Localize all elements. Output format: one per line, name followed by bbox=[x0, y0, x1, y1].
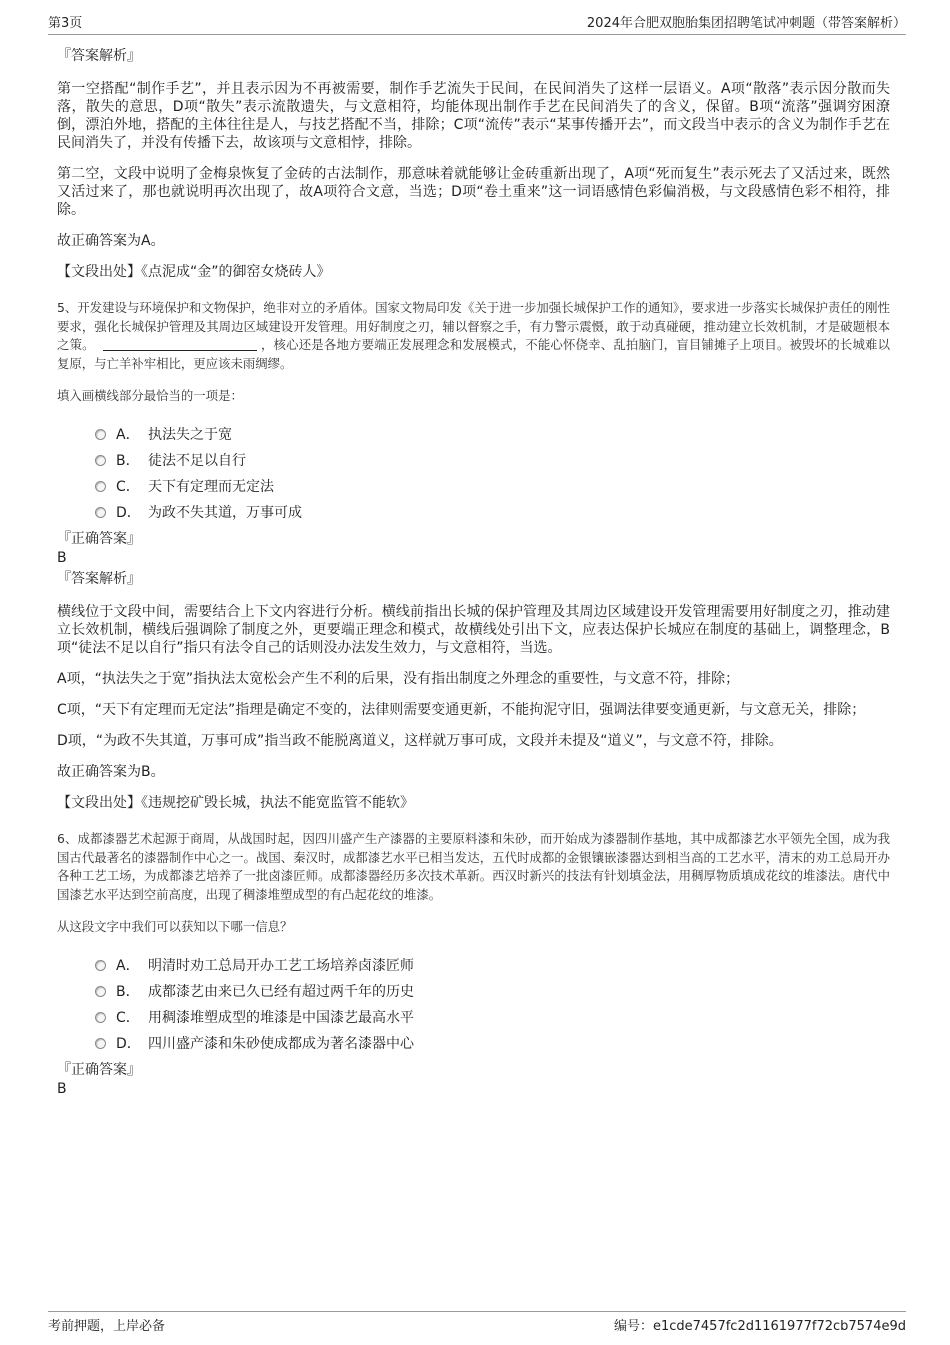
q6-prompt: 从这段文字中我们可以获知以下哪一信息？ bbox=[57, 919, 293, 934]
option-text: 成都漆艺由来已久已经有超过两千年的历史 bbox=[148, 984, 414, 1000]
radio-icon[interactable] bbox=[95, 455, 106, 466]
q6-option-d[interactable] bbox=[95, 1030, 890, 1056]
option-letter: B． bbox=[116, 453, 140, 469]
radio-icon[interactable] bbox=[95, 960, 106, 971]
radio-icon[interactable] bbox=[95, 481, 106, 492]
q5-answer-blank bbox=[103, 337, 257, 351]
footer-code bbox=[614, 1315, 906, 1334]
option-text: 为政不失其道，万事可成 bbox=[148, 505, 302, 521]
q4-analysis-label: 『答案解析』 bbox=[57, 48, 141, 64]
option-text: 四川盛产漆和朱砂使成都成为著名漆器中心 bbox=[148, 1036, 414, 1052]
option-text: 天下有定理而无定法 bbox=[148, 479, 274, 495]
page-content bbox=[57, 46, 890, 1100]
q4-analysis-paragraph: 第二空，文段中说明了金梅泉恢复了金砖的古法制作，那意味着就能够让金砖重新出现了，A项“死而复生”表示死去了又活过来，既然又活过来了，那也就说明再次出现了，故A项符合文意，当选；D项“卷土重来”这一词语感情色彩偏消极，与文段感情色彩不相符，排除。 bbox=[57, 166, 890, 218]
option-letter: C． bbox=[116, 1010, 140, 1026]
q5-option-c[interactable] bbox=[95, 473, 890, 499]
q5-analysis-paragraph: A项，“执法失之于宽”指执法太宽松会产生不利的后果，没有指出制度之外理念的重要性，与文意不符，排除； bbox=[57, 671, 740, 687]
q5-analysis-paragraph: 横线位于文段中间，需要结合上下文内容进行分析。横线前指出长城的保护管理及其周边区域建设开发管理需要用好制度之刃，推动建立长效机制，横线后强调除了制度之外，更要端正理念和模式，故横线处引出下文，应表达保护长城应在制度的基础上，调整理念，B项“徒法不足以自行”指只有法令自己的话则没办法发生效力，与文意相符，当选。 bbox=[57, 604, 890, 656]
q6-question bbox=[57, 830, 890, 904]
q5-analysis-paragraph: C项，“天下有定理而无定法”指理是确定不变的，法律则需要变通更新，不能拘泥守旧，强调法律要变通更新，与文意无关，排除； bbox=[57, 702, 866, 718]
q6-text: 成都漆器艺术起源于商周，从战国时起，因四川盛产生产漆器的主要原料漆和朱砂，而开始成为漆器制作基地，其中成都漆艺水平领先全国，成为我国古代最著名的漆器制作中心之一。战国、秦汉时，成都漆艺水平已相当发达，五代时成都的金银镶嵌漆器达到相当高的工艺水平，清末的劝工总局开办各种工艺工场，为成都漆艺培养了一批卤漆匠师。成都漆器经历多次技术革新。西汉时新兴的技法有针划填金法，用稠厚物质填成花纹的堆漆法。唐代中国漆艺水平达到空前高度，出现了稠漆堆塑成型的有凸起花纹的堆漆。 bbox=[57, 831, 890, 902]
q5-option-a[interactable] bbox=[95, 421, 890, 447]
q5-number: 5、 bbox=[57, 300, 78, 315]
q5-text-before: 开发建设与环境保护和文物保护，绝非对立的矛盾体。国家文物局印发《关于进一步加强长城保护工作的通知》，要求进一步落实长城保护责任的刚性要求，强化长城保护管理及其周边区域建设开发管理。用好制度之刃，辅以督察之手，有力警示震慑，敢于动真碰硬，推动建立长效机制，才是破题根本之策。 bbox=[57, 300, 890, 352]
page-header bbox=[48, 12, 906, 35]
radio-icon[interactable] bbox=[95, 1038, 106, 1049]
option-text: 用稠漆堆塑成型的堆漆是中国漆艺最高水平 bbox=[148, 1010, 414, 1026]
q5-prompt: 填入画横线部分最恰当的一项是： bbox=[57, 388, 243, 403]
option-letter: D． bbox=[116, 505, 141, 521]
q4-analysis-paragraph: 第一空搭配“制作手艺”，并且表示因为不再被需要，制作手艺流失于民间，在民间消失了这样一层语义。A项“散落”表示因分散而失落，散失的意思，D项“散失”表示流散遗失，与文意相符，均能体现出制作手艺在民间消失了的含义，保留。B项“流落”强调穷困潦倒，漂泊外地，搭配的主体往往是人，与技艺搭配不当，排除；C项“流传”表示“某事传播开去”，而文段当中表示的含义为制作手艺在民间消失了，并没有传播下去，故该项与文意相悖，排除。 bbox=[57, 81, 890, 151]
q5-analysis-label: 『答案解析』 bbox=[57, 571, 141, 587]
q5-source: 【文段出处】《违规挖矿毁长城，执法不能宽监管不能软》 bbox=[57, 795, 414, 811]
footer-slogan: 考前押题，上岸必备 bbox=[48, 1319, 166, 1334]
option-letter: C． bbox=[116, 479, 140, 495]
option-letter: D． bbox=[116, 1036, 141, 1052]
footer-code-value: e1cde7457fc2d1161977f72cb7574e9d bbox=[652, 1319, 906, 1334]
option-letter: B． bbox=[116, 984, 140, 1000]
radio-icon[interactable] bbox=[95, 429, 106, 440]
q5-option-d[interactable] bbox=[95, 499, 890, 525]
q5-options bbox=[95, 421, 890, 525]
q6-number: 6、 bbox=[57, 831, 78, 846]
page-footer bbox=[48, 1311, 906, 1334]
radio-icon[interactable] bbox=[95, 507, 106, 518]
q6-option-c[interactable] bbox=[95, 1004, 890, 1030]
q6-option-b[interactable] bbox=[95, 978, 890, 1004]
option-letter: A． bbox=[116, 427, 140, 443]
option-letter: A． bbox=[116, 958, 140, 974]
q5-question bbox=[57, 299, 890, 373]
option-text: 执法失之于宽 bbox=[148, 427, 232, 443]
q4-conclusion: 故正确答案为A。 bbox=[57, 233, 165, 249]
option-text: 明清时劝工总局开办工艺工场培养卤漆匠师 bbox=[148, 958, 414, 974]
q6-option-a[interactable] bbox=[95, 952, 890, 978]
document-title: 2024年合肥双胞胎集团招聘笔试冲刺题（带答案解析） bbox=[586, 16, 906, 31]
footer-code-label: 编号： bbox=[613, 1319, 653, 1334]
q6-answer-label: 『正确答案』 bbox=[57, 1062, 141, 1078]
q5-analysis-paragraph: D项，“为政不失其道，万事可成”指当政不能脱离道义，这样就万事可成，文段并未提及“道义”，与文意不符，排除。 bbox=[57, 733, 783, 749]
q5-text-after: ，核心还是各地方要端正发展理念和发展模式，不能心怀侥幸、乱拍脑门，盲目铺摊子上项目。被毁坏的长城难以复原，与亡羊补牢相比，更应该未雨绸缪。 bbox=[57, 337, 891, 371]
q6-options bbox=[95, 952, 890, 1056]
radio-icon[interactable] bbox=[95, 986, 106, 997]
radio-icon[interactable] bbox=[95, 1012, 106, 1023]
q5-option-b[interactable] bbox=[95, 447, 890, 473]
option-text: 徒法不足以自行 bbox=[148, 453, 246, 469]
q4-source: 【文段出处】《点泥成“金”的御窑女烧砖人》 bbox=[57, 264, 331, 280]
q5-conclusion: 故正确答案为B。 bbox=[57, 764, 165, 780]
page-number: 第3页 bbox=[48, 16, 83, 31]
q6-answer: B bbox=[57, 1081, 67, 1097]
q5-answer: B bbox=[57, 550, 67, 566]
q5-answer-label: 『正确答案』 bbox=[57, 531, 141, 547]
